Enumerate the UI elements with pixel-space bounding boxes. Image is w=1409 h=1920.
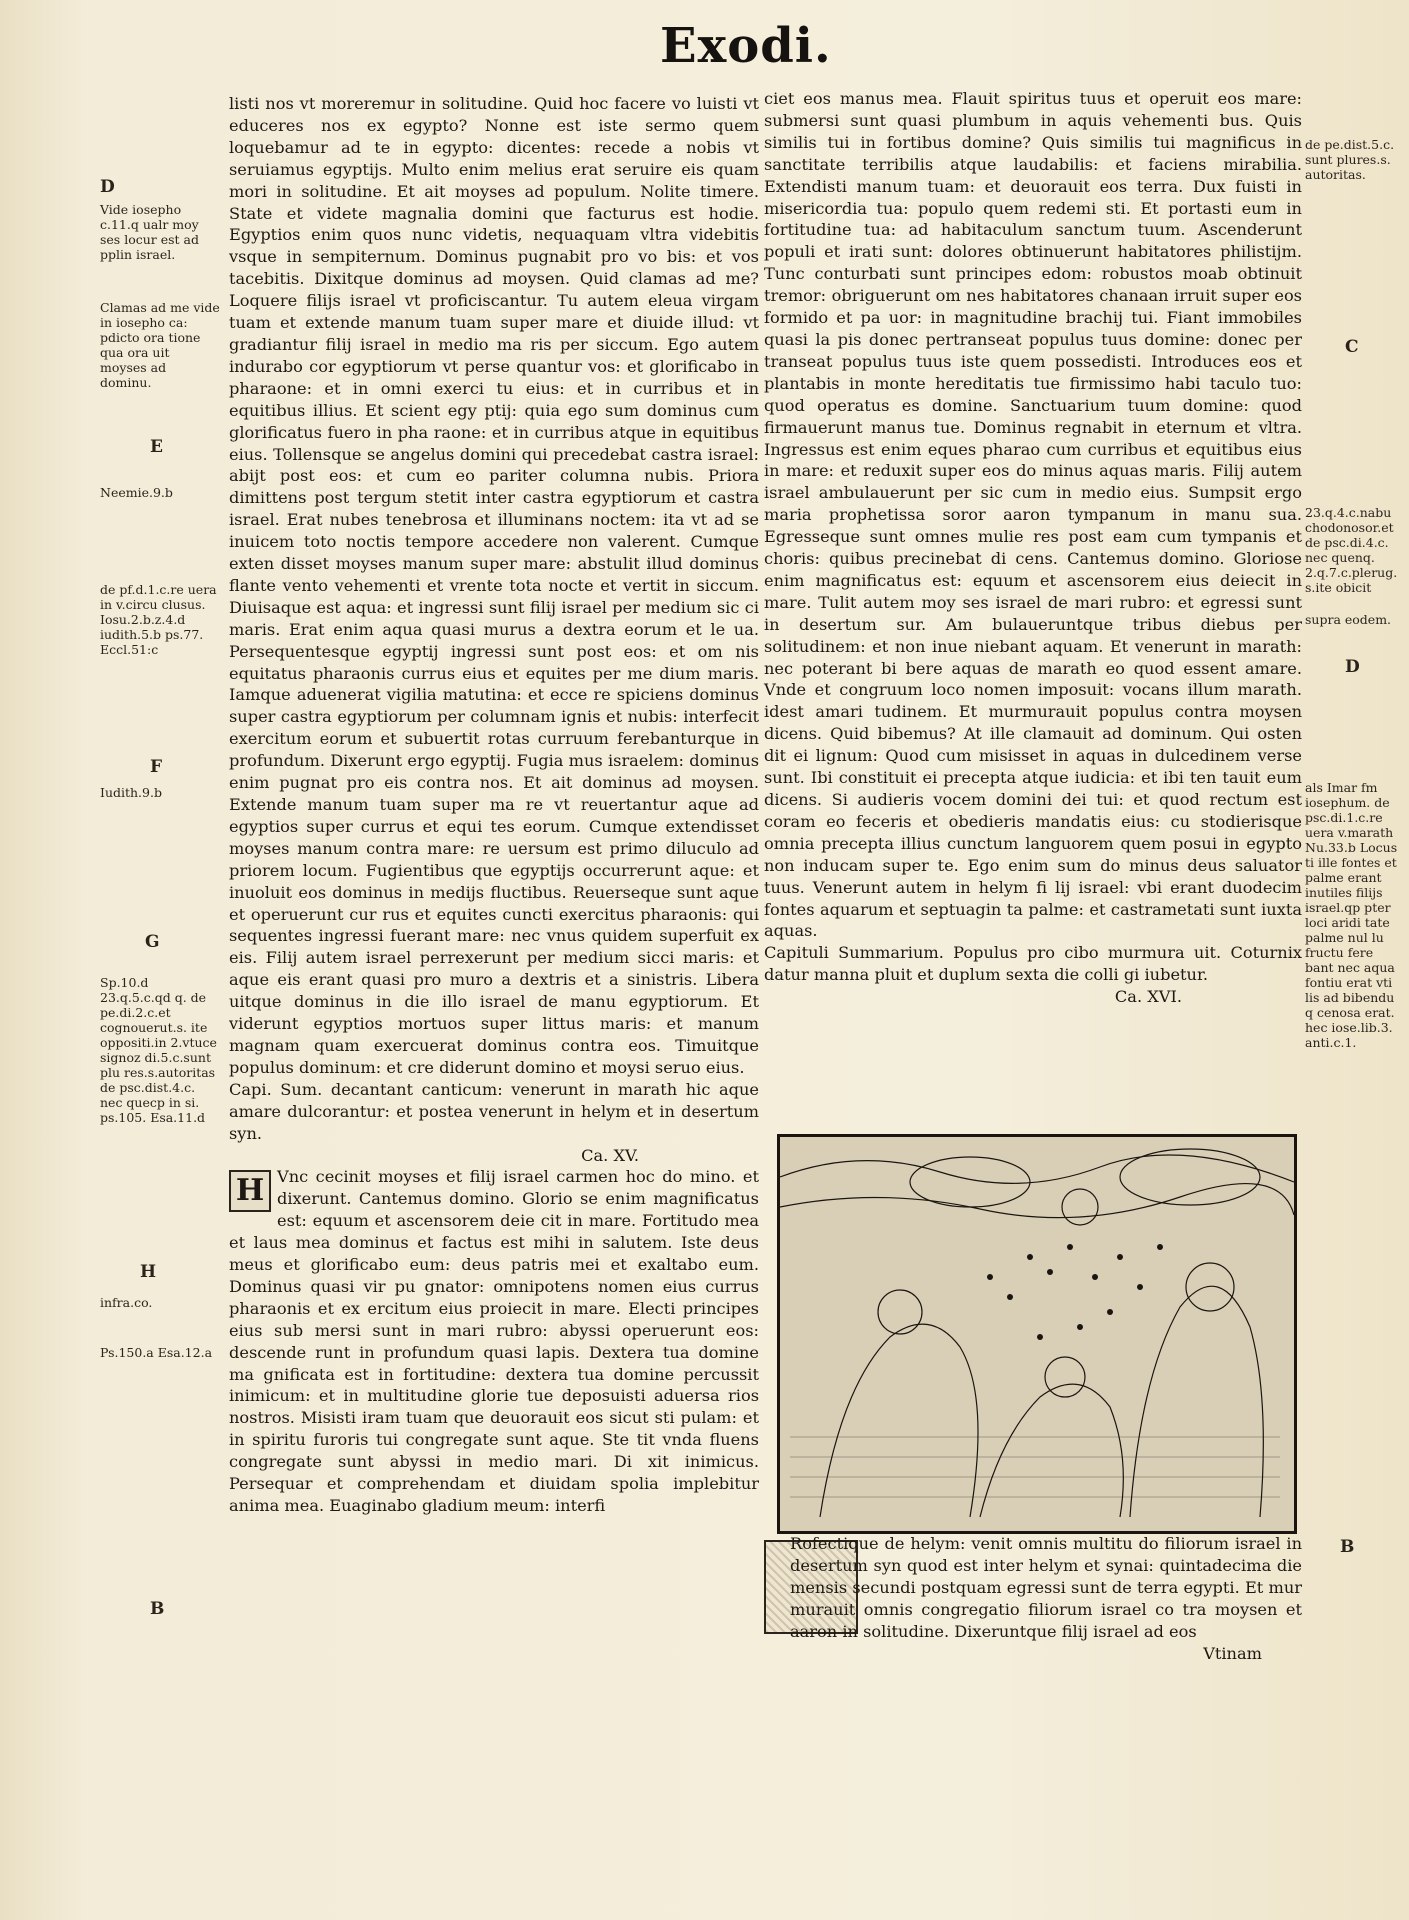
- woodcut-image: [780, 1137, 1294, 1531]
- margin-note: 23.q.4.c.nabu chodonosor.et de psc.di.4.c. nec quenq. 2.q.7.c.plerug. s.ite obicit: [1305, 505, 1398, 595]
- chapter-summary: [229, 1079, 759, 1167]
- margin-note: Iudith.9.b: [100, 785, 162, 800]
- woodcut-illustration: [777, 1134, 1297, 1534]
- catchword: Vtinam: [1203, 1643, 1262, 1663]
- margin-note: de pf.d.1.c.re uera in v.circu clusus. Iosu.2.b.z.4.d iudith.5.b ps.77. Eccl.51:c: [100, 582, 217, 657]
- margin-letter-b: B: [150, 1599, 165, 1619]
- running-head: Exodi.: [660, 18, 832, 74]
- chapter-number: Ca. XV.: [581, 1145, 639, 1165]
- text-column-right-lower: [790, 1533, 1302, 1664]
- margin-note: infra.co.: [100, 1295, 153, 1310]
- margin-note: Sp.10.d 23.q.5.c.qd q. de pe.di.2.c.et cognouerut.s. ite oppositi.in 2.vtuce signoz di.5.c.sunt plu res.s.autoritas de psc.dist.4.c. nec quecp in si. ps.105. Esa.11.d: [100, 975, 217, 1125]
- margin-note: supra eodem.: [1305, 612, 1392, 627]
- summary-text: Capi. Sum. decantant canticum: venerunt in marath hic aque amare dulcorantur: et postea venerunt in helym et in desertum syn.: [229, 1079, 759, 1143]
- drop-cap-h: H: [229, 1170, 271, 1212]
- chapter-number: Ca. XVI.: [1114, 987, 1182, 1007]
- canticum-text: [229, 1166, 759, 1517]
- canticum-body: Vnc cecinit moyses et filij israel carmen hoc do mino. et dixerunt. Cantemus domino. Glorio se enim magnificatus est: equum et ascensorem deie cit in mare. Fortitudo mea et laus mea dominus et factus est mihi in salutem. Iste deus meus et glorificabo eum: deus patris mei et exaltabo eum. Dominus quasi vir pu gnator: omnipotens nomen eius currus pharaonis et ex ercitum eius proiecit in mare. Electi principes eius sub mersi sunt in mari rubro: abyssi operuerunt eos: descende runt in profundum quasi lapis. Dextera tua domine ma gnificata est in fortitudine: dextera tua domine percussit inimicum: et in multitudine glorie tue deposuisti aduersa rios nostros. Misisti iram tuam que deuorauit eos sicut sti pulam: et in spiritu furoris tui congregate sunt aque. Ste tit vnda fluens congregate sunt abyssi in medio mari. Di xit inimicus. Persequar et comprehendam et diuidam spolia implebitur anima mea. Euaginabo gladium meum: interfi: [229, 1167, 759, 1515]
- margin-letter-d: D: [100, 177, 115, 197]
- margin-letter-b: B: [1340, 1537, 1355, 1557]
- margin-letter-d: D: [1345, 657, 1360, 677]
- margin-letter-g: G: [145, 932, 160, 952]
- margin-note: de pe.dist.5.c. sunt plures.s. autoritas.: [1305, 137, 1395, 182]
- margin-letter-c: C: [1345, 337, 1359, 357]
- chapter-summary: [764, 942, 1302, 1008]
- margin-note: als Imar fm iosephum. de psc.di.1.c.re uera v.marath Nu.33.b Locus ti ille fontes et palme erant inutiles filijs israel.qp pter loci aridi tate palme nul lu fructu fere bant nec aqua fontiu erat vti lis ad bibendu q cenosa erat. hec iose.lib.3. anti.c.1.: [1305, 780, 1398, 1050]
- margin-letter-f: F: [150, 757, 163, 777]
- body-text: listi nos vt moreremur in solitudine. Quid hoc facere vo luisti vt educeres nos ex egypto? Nonne est iste sermo quem loquebamur ad te in egypto: dicentes: recede a nobis vt seruiamus egyptijs. Multo enim melius erat seruire eis quam mori in solitudine. Et ait moyses ad populum. Nolite timere. State et videte magnalia domini que facturus est hodie. Egyptios enim quos nunc videtis, nequaquam vltra videbitis vsque in sempiternum. Dominus pugnabit pro vo bis: et vos tacebitis. Dixitque dominus ad moysen. Quid clamas ad me? Loquere filijs israel vt proficiscantur. Tu autem eleua virgam tuam et extende manum tuam super mare et diuide illud: vt gradiantur filij israel in medio ma ris per siccum. Ego autem indurabo cor egyptiorum vt perse quantur vos: et glorificabo in pharaone: et in omni exerci tu eius: et in curribus et in equitibus illius. Et scient egy ptij: quia ego sum dominus cum glorificatus fuero in pha raone: et in curribus atque in equitibus eius. Tollensque se angelus domini qui precedebat castra israel: abijt post eos: et cum eo pariter columna nubis. Priora dimittens post tergum stetit inter castra egyptiorum et castra israel. Erat nubes tenebrosa et illuminans noctem: ita vt ad se inuicem toto noctis tempore accedere non valerent. Cumque exten disset moyses manum super mare: abstulit illud dominus flante vento vehementi et vrente tota nocte et vertit in siccum. Diuisaque est aqua: et ingressi sunt filij israel per medium sic ci maris. Erat enim aqua quasi murus a dextra eorum et le ua. Persequentesque egyptij ingressi sunt post eos: et om nis equitatus pharaonis currus eius et equites per me dium maris. Iamque aduenerat vigilia matutina: et ecce re spiciens dominus super castra egyptiorum per columnam ignis et nubis: interfecit exercitum eorum et subuertit rotas curruum ferebanturque in profundum. Dixerunt ergo egyptij. Fugia mus israelem: dominus enim pugnat pro eis contra nos. Et ait dominus ad moysen. Extende manum tuam super ma re vt reuertantur aque ad egyptios super currus et equi tes eorum. Cumque extendisset moyses manum contra mare: re uersum est primo diluculo ad priorem locum. Fugientibus que egyptijs occurrerunt aque: et inuoluit eos dominus in medijs fluctibus. Reuerseque sunt aque et operuerunt cur rus et equites cuncti exercitus pharaonis: qui sequentes ingressi fuerant mare: nec vnus quidem superfuit ex eis. Filij autem israel perrexerunt per medium sicci maris: et aque eis erant quasi pro muro a dextris et a sinistris. Libera uitque dominus in die illo israel de manu egyptiorum. Et viderunt egyptios mortuos super littus maris: et manum magnam quam exercuerat dominus contra eos. Timuitque populus dominum: et cre diderunt domino et moysi seruo eius.: [229, 94, 759, 1077]
- margin-note: Ps.150.a Esa.12.a: [100, 1345, 213, 1360]
- text-column-left: [229, 93, 759, 1517]
- summary-text: Capituli Summarium. Populus pro cibo murmura uit. Coturnix datur manna pluit et duplum sexta die colli gi iubetur.: [764, 943, 1302, 985]
- margin-note: Clamas ad me vide in iosepho ca: pdicto ora tione qua ora uit moyses ad dominu.: [100, 300, 220, 390]
- body-text: Rofectique de helym: venit omnis multitu do filiorum israel in desertum syn quod est inter helym et synai: quintadecima die mensis secundi postquam egressi sunt de terra egypti. Et mur murauit omnis congregatio filiorum israel co tra moysen et aaron in solitudine. Dixeruntque filij israel ad eos: [790, 1534, 1302, 1641]
- text-column-right: [764, 88, 1302, 1008]
- margin-letter-h: H: [140, 1262, 157, 1282]
- margin-note: Neemie.9.b: [100, 485, 173, 500]
- margin-letter-e: E: [150, 437, 163, 457]
- body-text: ciet eos manus mea. Flauit spiritus tuus et operuit eos mare: submersi sunt quasi plumbum in aquis vehementi bus. Quis similis tui in fortibus domine? Quis similis tui magnificus in sanctitate terribilis atque laudabilis: et faciens mirabilia. Extendisti manum tuam: et deuorauit eos terra. Dux fuisti in misericordia tua: populo quem redemi sti. Et portasti eum in fortitudine tua: ad habitaculum sanctum tuum. Ascenderunt populi et irati sunt: dolores obtinuerunt habitatores philistijm. Tunc conturbati sunt principes edom: robustos moab obtinuit tremor: obriguerunt om nes habitatores chanaan irruit super eos formido et pa uor: in magnitudine brachij tui. Fiant immobiles quasi la pis donec pertranseat populus tuus domine: donec per transeat populus tuus iste quem possedisti. Introduces eos et plantabis in monte hereditatis tue firmissimo habi taculo tuo: quod operatus es domine. Sanctuarium tuum domine: quod firmauerunt manus tue. Dominus regnabit in eternum et vltra. Ingressus est enim eques pharao cum curribus et equitibus eius in mare: et reduxit super eos do minus aquas maris. Filij autem israel ambulauerunt per sic cum in medio eius. Sumpsit ergo maria prophetissa soror aaron tympanum in manu sua. Egresseque sunt omnes mulie res post eam cum tympanis et choris: quibus precinebat di cens. Cantemus domino. Gloriose enim magnificatus est: equum et ascensorem eius deiecit in mare. Tulit autem moy ses israel de mari rubro: et egressi sunt in desertum sur. Am bulaueruntque tribus diebus per solitudinem: et non inue niebant aquam. Et venerunt in marath: nec poterant bi bere aquas de marath eo quod essent amare. Vnde et congruum loco nomen imposuit: vocans illum marath. idest amari tudinem. Et murmurauit populus contra moysen dicens. Quid bibemus? At ille clamauit ad dominum. Qui osten dit ei lignum: Quod cum misisset in aquas in dulcedinem verse sunt. Ibi constituit ei precepta atque iudicia: et ibi ten tauit eum dicens. Si audieris vocem domini dei tui: et quod rectum est coram eo feceris et obedieris mandatis eius: cu stodierisque omnia precepta illius cunctum languorem quem posui in egypto non inducam super te. Ego enim sum do minus deus saluator tuus. Venerunt autem in helym fi lij israel: vbi erant duodecim fontes aquarum et septuagin ta palme: et castrametati sunt iuxta aquas.: [764, 89, 1302, 941]
- margin-note: Vide iosepho c.11.q ualr moy ses locur est ad pplin israel.: [100, 202, 199, 262]
